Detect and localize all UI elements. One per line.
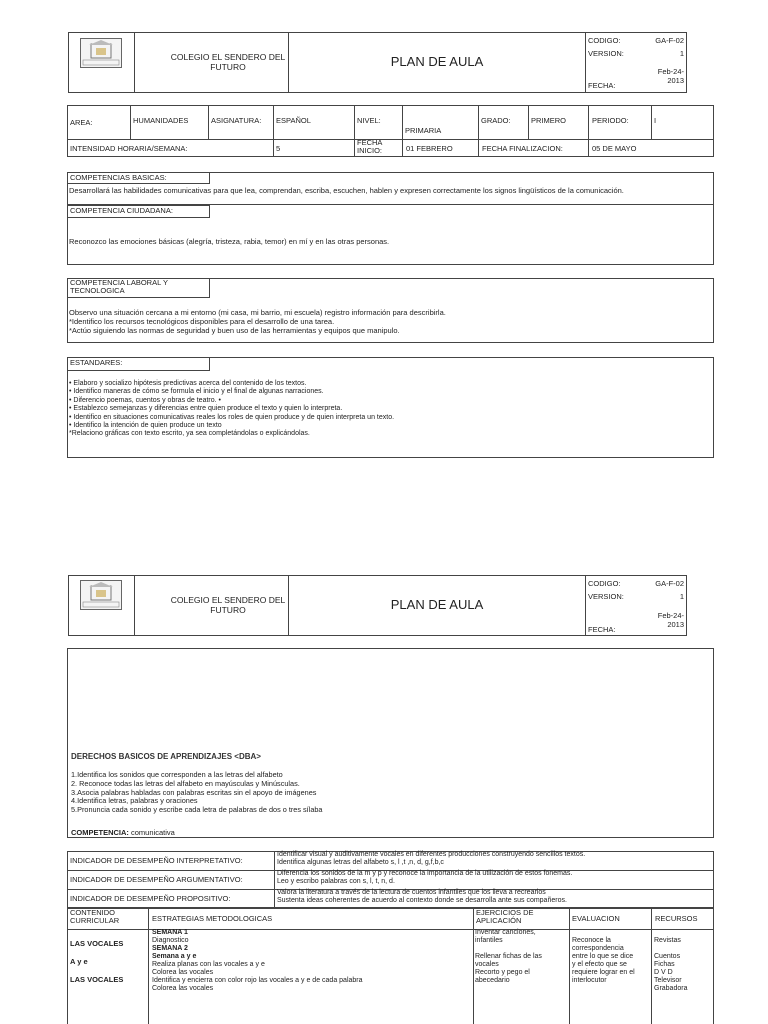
- list-item: • Elaboro y socializo hipótesis predictivas acerca del contenido de los textos.: [69, 380, 307, 387]
- periodo-value: I: [654, 116, 657, 125]
- indicador-interpretativo-text: Identificar visual y auditivamente vocales en diferentes producciones construyendo sencillos textos. Identifica algunas letras del alfabeto s, l ,t ,n, d, g,f,b,c: [277, 851, 586, 866]
- version-label: VERSION:: [588, 49, 624, 58]
- col-header-estrategias: ESTRATEGIAS METODOLOGICAS: [152, 914, 273, 923]
- estrategias-cell: [152, 929, 470, 993]
- asignatura-value: ESPAÑOL: [276, 116, 311, 125]
- area-label: AREA:: [70, 118, 93, 127]
- fecha-value: Feb-24- 2013: [657, 611, 684, 629]
- competencia-laboral-label: COMPETENCIA LABORAL Y TECNOLOGICA: [67, 278, 210, 298]
- dba-title: DERECHOS BASICOS DE APRENDIZAJES <DBA>: [71, 752, 261, 761]
- competencias-basicas-label: COMPETENCIAS BASICAS:: [67, 172, 210, 184]
- header-divider: [585, 32, 586, 93]
- ejercicios-cell: Inventar canciones, infantiles Rellenar fichas de las vocales Recorto y pego el abecedario: [475, 929, 542, 985]
- codigo-value: GA-F-02: [655, 579, 684, 588]
- indicador-propositivo-label: INDICADOR DE DESEMPEÑO PROPOSITIVO:: [70, 894, 231, 903]
- semana-1: SEMANA 1: [152, 929, 188, 936]
- codigo-value: GA-F-02: [655, 36, 684, 45]
- school-name: COLEGIO EL SENDERO DEL FUTURO: [170, 52, 286, 72]
- col-header-recursos: RECURSOS: [655, 914, 698, 923]
- list-item: 2. Reconoce todas las letras del alfabeto en mayúsculas y Minúsculas.: [71, 778, 300, 788]
- fecha-fin-value: 05 DE MAYO: [592, 144, 637, 153]
- list-item: • Identifico en situaciones comunicativas reales los roles de quien produce y de quien interpreta un texto.: [69, 413, 395, 421]
- asignatura-label: ASIGNATURA:: [211, 116, 262, 125]
- contenido-cell: LAS VOCALES A y e LAS VOCALES: [70, 939, 124, 984]
- area-value: HUMANIDADES: [133, 116, 189, 125]
- evaluacion-cell: Reconoce la correspondencia entre lo que se dice y el efecto que se requiere lograr en el interlocutor: [572, 937, 635, 985]
- semana-vocales: Semana a y e: [152, 953, 197, 961]
- estrategias-text: Realiza planas con las vocales a y e Colorea las vocales Identifica y encierra con color rojo las vocales a y e de cada palabra Colorea las vocales: [152, 961, 363, 993]
- intensidad-label: INTENSIDAD HORARIA/SEMANA:: [70, 144, 188, 153]
- nivel-value: PRIMARIA: [405, 126, 442, 135]
- fecha-label: FECHA:: [588, 625, 616, 634]
- col-header-evaluacion: EVALUACION: [572, 914, 620, 923]
- periodo-label: PERIODO:: [592, 116, 629, 125]
- competencia-ciudadana-label: COMPETENCIA CIUDADANA:: [67, 205, 210, 218]
- fecha-inicio-label: FECHA INICIO:: [357, 138, 383, 155]
- competencia-ciudadana-text: Reconozco las emociones básicas (alegría, tristeza, rabia, temor) en mí y en las otras personas.: [69, 237, 390, 246]
- dba-list: [71, 771, 701, 815]
- page-title: PLAN DE AULA: [390, 54, 484, 69]
- indicador-propositivo-text: Valora la literatura a través de la lectura de cuentos infantiles que los lleva a recrearlos Sustenta ideas coherentes de acuerdo al contexto donde se desarrolla ante sus compañeros.: [277, 889, 567, 904]
- fecha-inicio-value: 01 FEBRERO: [406, 144, 453, 153]
- recursos-cell: Revistas Cuentos Fichas D V D Televisor Grabadora: [654, 937, 688, 993]
- estandares-label: ESTANDARES:: [67, 357, 210, 371]
- list-item: *Relaciono gráficas con texto escrito, ya sea completándolas o explicándolas.: [69, 430, 310, 438]
- list-item: 4.Identifica letras, palabras y oraciones: [71, 796, 198, 806]
- version-value: 1: [679, 592, 684, 601]
- page-title: PLAN DE AULA: [390, 597, 484, 612]
- grado-label: GRADO:: [481, 116, 511, 125]
- indicador-argumentativo-label: INDICADOR DE DESEMPEÑO ARGUMENTATIVO:: [70, 875, 243, 884]
- grado-value: PRIMERO: [531, 116, 567, 125]
- fecha-label: FECHA:: [588, 81, 616, 90]
- fecha-fin-label: FECHA FINALIZACION:: [482, 144, 563, 153]
- col-header-ejercicios: EJERCICIOS DE APLICACIÓN: [476, 908, 534, 925]
- school-logo: [80, 38, 122, 68]
- competencia-laboral-text: Observo una situación cercana a mi entorno (mi casa, mi barrio, mi escuela) registro información para describirla. *Identifico los recursos tecnológicos disponibles para el desarrollo de una tarea. *Actúo siguiendo las normas de seguridad y buen uso de las herramientas y equipos que manipulo.: [69, 308, 446, 335]
- list-item: • Diferencio poemas, cuentos y obras de teatro. •: [69, 396, 221, 404]
- fecha-value: Feb-24- 2013: [657, 67, 684, 85]
- list-item: • Identifico la intención de quien produce un texto: [69, 421, 222, 429]
- list-item: 5.Pronuncia cada sonido y escribe cada letra de palabras de dos o tres sílaba: [71, 805, 323, 814]
- codigo-label: CODIGO:: [588, 579, 621, 588]
- list-item: • Identifico maneras de cómo se formula el inicio y el final de algunas narraciones.: [69, 388, 324, 396]
- estandares-list: [69, 380, 709, 439]
- intensidad-value: 5: [276, 144, 281, 153]
- dba-competencia: [71, 828, 175, 837]
- row-divider: [67, 139, 714, 140]
- list-item: 3.Asocia palabras habladas con palabras escritas sin el apoyo de imágenes: [71, 787, 317, 797]
- semana-2: SEMANA 2: [152, 945, 188, 953]
- col-header-contenido: CONTENIDO CURRICULAR: [70, 908, 120, 925]
- list-item: 1.Identifica los sonidos que corresponden a las letras del alfabeto: [71, 770, 283, 779]
- codigo-label: CODIGO:: [588, 36, 621, 45]
- competencia-value: comunicativa: [131, 828, 175, 837]
- diagnostico: Diagnostico: [152, 937, 189, 945]
- indicador-argumentativo-text: Diferencia los sonidos de la m y p y reconoce la importancia de la utilización de estos fonemas. Leo y escribo palabras con s, l, t, n, d.: [277, 870, 573, 885]
- nivel-label: NIVEL:: [357, 116, 381, 125]
- school-name: COLEGIO EL SENDERO DEL FUTURO: [170, 595, 286, 615]
- school-logo: [80, 580, 122, 610]
- version-label: VERSION:: [588, 592, 624, 601]
- competencia-label: COMPETENCIA:: [71, 828, 129, 837]
- version-value: 1: [679, 49, 684, 58]
- list-item: • Establezco semejanzas y diferencias entre quien produce el texto y quien lo interpreta.: [69, 405, 343, 413]
- competencias-basicas-text: Desarrollará las habilidades comunicativas para que lea, comprendan, escriba, escuchen, hablen y expresen correctamente los signos lingüísticos de la comunicación.: [69, 186, 624, 195]
- header-divider: [134, 32, 135, 93]
- indicador-interpretativo-label: INDICADOR DE DESEMPEÑO INTERPRETATIVO:: [70, 856, 243, 865]
